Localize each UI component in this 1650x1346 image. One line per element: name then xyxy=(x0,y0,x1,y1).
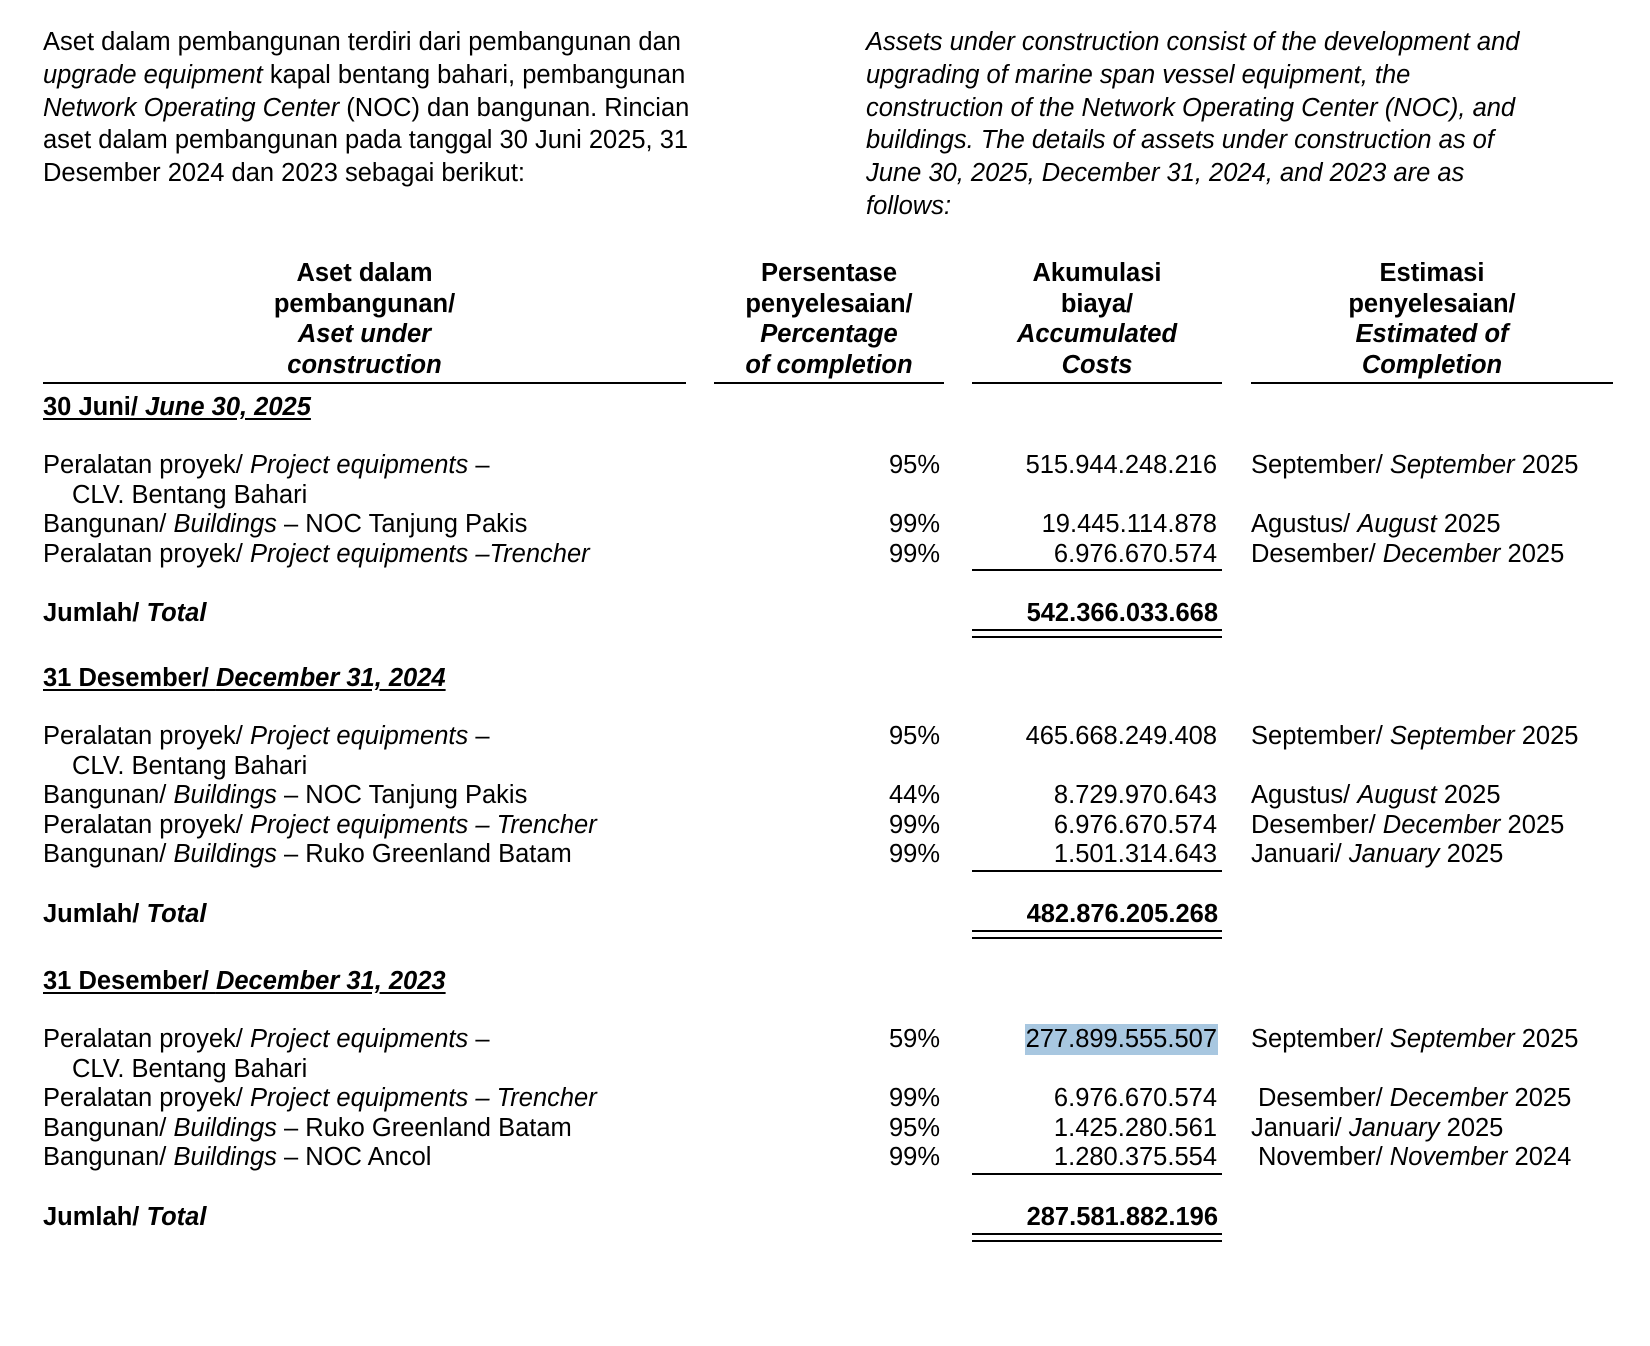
asset-description-id: Peralatan proyek/ xyxy=(43,539,250,568)
estimated-completion-year: 2025 xyxy=(1514,722,1579,750)
accumulated-cost-value: 19.445.114.878 xyxy=(1041,510,1217,538)
accumulated-cost-value: 6.976.670.574 xyxy=(1053,539,1217,568)
estimated-completion xyxy=(1251,509,1501,540)
completion-percentage: 59% xyxy=(888,1025,940,1053)
estimated-completion-id: Januari/ xyxy=(1251,1113,1349,1142)
accumulated-cost xyxy=(972,450,1218,481)
estimated-completion-year: 2025 xyxy=(1500,810,1565,839)
intro-text: (NOC) dan bangunan. Rincian xyxy=(339,93,690,122)
asset-description-id: Bangunan/ xyxy=(43,1113,174,1142)
table-row xyxy=(0,1083,1650,1114)
accumulated-cost-value: 6.976.670.574 xyxy=(1053,810,1217,839)
intro-text: Desember 2024 dan 2023 sebagai berikut: xyxy=(43,159,525,188)
completion-percentage: 99% xyxy=(888,810,940,839)
total-label-en: Total xyxy=(146,1202,207,1231)
estimated-completion-en: August xyxy=(1357,510,1437,538)
intro-text: Network Operating Center xyxy=(43,93,340,122)
table-row xyxy=(0,1024,1650,1055)
table-row xyxy=(0,450,1650,481)
intro-line xyxy=(43,26,785,59)
asset-description-tail: – NOC Tanjung Pakis xyxy=(276,781,528,809)
header-accumulated-costs: Akumulasi biaya/ Accumulated Costs xyxy=(972,258,1222,384)
total-label-id: Jumlah/ xyxy=(43,899,147,928)
intro-line xyxy=(43,124,785,157)
accumulated-cost xyxy=(972,780,1218,811)
accumulated-cost-value-highlighted: 277.899.555.507 xyxy=(1025,1025,1217,1053)
total-double-underline xyxy=(972,930,1222,939)
accumulated-cost-value: 1.425.280.561 xyxy=(1053,1113,1217,1142)
completion-percentage: 95% xyxy=(888,1113,940,1142)
accumulated-cost-value: 6.976.670.574 xyxy=(1053,1084,1217,1112)
accumulated-cost xyxy=(972,721,1218,752)
header-estimated-completion: Estimasi penyelesaian/ Estimated of Completion xyxy=(1251,258,1613,384)
estimated-completion xyxy=(1251,780,1501,811)
asset-description-en: Buildings xyxy=(173,1113,277,1142)
asset-description xyxy=(43,450,490,481)
asset-description-id: Peralatan proyek/ xyxy=(43,810,250,839)
header-asset-under-construction: Aset dalam pembangunan/ Aset under construction xyxy=(43,258,686,384)
estimated-completion-year: 2025 xyxy=(1436,781,1501,809)
estimated-completion xyxy=(1258,1083,1571,1114)
asset-description xyxy=(43,839,572,870)
estimated-completion-en: August xyxy=(1357,781,1437,809)
estimated-completion-year: 2024 xyxy=(1507,1143,1572,1171)
estimated-completion xyxy=(1251,1024,1578,1055)
asset-description xyxy=(43,1024,490,1055)
estimated-completion-year: 2025 xyxy=(1514,1025,1579,1053)
asset-description xyxy=(43,1113,572,1144)
total-amount: 287.581.882.196 xyxy=(1026,1202,1218,1231)
asset-description-id: Bangunan/ xyxy=(43,840,174,868)
section-title-row xyxy=(0,966,1650,997)
asset-description-en: Buildings xyxy=(173,840,277,868)
asset-description xyxy=(43,780,527,811)
intro-line: construction of the Network Operating Center (NOC), and xyxy=(866,93,1516,122)
total-label-id: Jumlah/ xyxy=(43,599,147,627)
table-row xyxy=(0,721,1650,752)
intro-line xyxy=(43,59,785,92)
asset-description-continued: CLV. Bentang Bahari xyxy=(72,1054,308,1083)
estimated-completion-id: September/ xyxy=(1251,1025,1390,1053)
accumulated-cost xyxy=(972,839,1218,870)
section-title-row xyxy=(0,392,1650,423)
asset-description-tail: – Ruko Greenland Batam xyxy=(276,1113,572,1142)
section-title-id: 31 Desember/ xyxy=(43,967,216,995)
asset-description-tail: – xyxy=(468,722,490,750)
intro-paragraph-indonesian xyxy=(43,26,785,190)
total-double-underline xyxy=(972,629,1222,638)
estimated-completion-id: September/ xyxy=(1251,451,1390,479)
table-row xyxy=(0,1113,1650,1144)
estimated-completion-id: September/ xyxy=(1251,722,1390,750)
accumulated-cost-value: 1.280.375.554 xyxy=(1053,1143,1217,1171)
estimated-completion-year: 2025 xyxy=(1439,840,1504,868)
accumulated-cost xyxy=(972,509,1218,540)
section-title-en: December 31, 2023 xyxy=(215,967,446,995)
total-amount: 542.366.033.668 xyxy=(1026,599,1218,627)
table-row xyxy=(0,839,1650,870)
asset-description-id: Peralatan proyek/ xyxy=(43,1025,250,1053)
estimated-completion-en: January xyxy=(1348,1113,1440,1142)
asset-description xyxy=(43,1142,431,1173)
estimated-completion-id: Agustus/ xyxy=(1251,510,1358,538)
asset-description-id: Bangunan/ xyxy=(43,1143,174,1171)
completion-percentage: 95% xyxy=(888,722,940,750)
estimated-completion-id: Agustus/ xyxy=(1251,781,1358,809)
estimated-completion-year: 2025 xyxy=(1507,1084,1572,1112)
completion-percentage: 99% xyxy=(888,1143,940,1171)
section-title xyxy=(43,966,446,997)
table-row xyxy=(0,810,1650,841)
accumulated-cost xyxy=(972,1083,1218,1114)
total-row xyxy=(0,598,1650,629)
intro-line xyxy=(43,92,785,125)
table-row xyxy=(0,509,1650,540)
completion-percentage: 99% xyxy=(888,539,940,568)
completion-percentage: 95% xyxy=(888,451,940,479)
estimated-completion xyxy=(1251,810,1564,841)
estimated-completion-id: Desember/ xyxy=(1258,1084,1390,1112)
estimated-completion-en: January xyxy=(1348,840,1440,868)
asset-description-tail: – Ruko Greenland Batam xyxy=(276,840,572,868)
estimated-completion xyxy=(1258,1142,1571,1173)
intro-text: upgrade equipment xyxy=(43,60,263,89)
intro-line: June 30, 2025, December 31, 2024, and 2023 are as xyxy=(866,159,1465,188)
accumulated-cost xyxy=(972,810,1218,841)
asset-description-continued: CLV. Bentang Bahari xyxy=(72,751,308,780)
table-row-continuation xyxy=(0,751,1650,782)
table-row xyxy=(0,780,1650,811)
total-amount: 482.876.205.268 xyxy=(1026,899,1218,928)
section-title-row xyxy=(0,663,1650,694)
intro-text: Aset dalam pembangunan terdiri dari pembangunan dan xyxy=(43,28,681,56)
estimated-completion-year: 2025 xyxy=(1436,510,1501,538)
section-title-id: 31 Desember/ xyxy=(43,664,216,692)
table-row-continuation xyxy=(0,480,1650,511)
accumulated-cost-value: 515.944.248.216 xyxy=(1025,451,1217,479)
estimated-completion xyxy=(1251,721,1578,752)
subtotal-underline xyxy=(972,870,1222,872)
asset-description-en: Project equipments xyxy=(249,722,469,750)
estimated-completion-id: Desember/ xyxy=(1251,539,1383,568)
estimated-completion-id: November/ xyxy=(1258,1143,1390,1171)
asset-description-id: Peralatan proyek/ xyxy=(43,1084,250,1112)
asset-description xyxy=(43,539,590,570)
subtotal-underline xyxy=(972,1173,1222,1175)
accumulated-cost xyxy=(972,539,1218,570)
total-label-en: Total xyxy=(146,599,207,627)
estimated-completion xyxy=(1251,539,1564,570)
total-double-underline xyxy=(972,1233,1222,1242)
asset-description-id: Bangunan/ xyxy=(43,781,174,809)
accumulated-cost-value: 1.501.314.643 xyxy=(1053,840,1217,868)
completion-percentage: 44% xyxy=(888,781,940,809)
estimated-completion-en: December xyxy=(1389,1084,1508,1112)
intro-paragraph-english xyxy=(866,26,1610,223)
estimated-completion-year: 2025 xyxy=(1439,1113,1504,1142)
total-row xyxy=(0,1202,1650,1233)
total-label xyxy=(43,598,206,629)
accumulated-cost xyxy=(972,1024,1218,1055)
asset-description-en: Project equipments xyxy=(249,451,469,479)
asset-description-tail: – NOC Tanjung Pakis xyxy=(276,510,528,538)
asset-description xyxy=(43,509,527,540)
estimated-completion-id: Januari/ xyxy=(1251,840,1349,868)
asset-description-tail: – xyxy=(468,1025,490,1053)
intro-line: upgrading of marine span vessel equipment, the xyxy=(866,60,1411,89)
asset-description-en: Project equipments – Trencher xyxy=(249,810,597,839)
intro-line xyxy=(43,157,785,190)
subtotal-underline xyxy=(972,569,1222,571)
accumulated-cost xyxy=(972,1142,1218,1173)
intro-text: kapal bentang bahari, pembangunan xyxy=(262,60,686,89)
accumulated-cost-value: 8.729.970.643 xyxy=(1053,781,1217,809)
intro-line: follows: xyxy=(866,191,952,220)
asset-description-id: Peralatan proyek/ xyxy=(43,722,250,750)
asset-description-en: Project equipments –Trencher xyxy=(249,539,590,568)
table-row xyxy=(0,1142,1650,1173)
asset-description-tail: – xyxy=(468,451,490,479)
estimated-completion xyxy=(1251,839,1503,870)
total-label-id: Jumlah/ xyxy=(43,1202,147,1231)
section-title-en: June 30, 2025 xyxy=(145,393,311,421)
total-row xyxy=(0,899,1650,930)
estimated-completion-en: September xyxy=(1389,1025,1515,1053)
asset-description-id: Peralatan proyek/ xyxy=(43,451,250,479)
asset-description-continued: CLV. Bentang Bahari xyxy=(72,480,308,509)
table-row xyxy=(0,539,1650,570)
accumulated-cost-value: 465.668.249.408 xyxy=(1025,722,1217,750)
asset-description-tail: – NOC Ancol xyxy=(276,1143,432,1171)
intro-line: Assets under construction consist of the development and xyxy=(866,28,1520,56)
total-label xyxy=(43,1202,206,1233)
header-percentage-of-completion: Persentase penyelesaian/ Percentage of completion xyxy=(714,258,944,384)
asset-description-en: Buildings xyxy=(173,781,277,809)
asset-description-id: Bangunan/ xyxy=(43,510,174,538)
asset-description-en: Project equipments xyxy=(249,1025,469,1053)
estimated-completion-id: Desember/ xyxy=(1251,810,1383,839)
section-title-id: 30 Juni/ xyxy=(43,393,146,421)
estimated-completion-en: September xyxy=(1389,722,1515,750)
completion-percentage: 99% xyxy=(888,510,940,538)
section-title xyxy=(43,663,446,694)
completion-percentage: 99% xyxy=(888,1084,940,1112)
table-row-continuation xyxy=(0,1054,1650,1085)
estimated-completion xyxy=(1251,450,1578,481)
accumulated-cost xyxy=(972,1113,1218,1144)
estimated-completion-year: 2025 xyxy=(1500,539,1565,568)
asset-description xyxy=(43,1083,597,1114)
total-label xyxy=(43,899,206,930)
asset-description-en: Buildings xyxy=(173,1143,277,1171)
estimated-completion-year: 2025 xyxy=(1514,451,1579,479)
estimated-completion-en: November xyxy=(1389,1143,1508,1171)
asset-description-en: Buildings xyxy=(173,510,277,538)
section-title-en: December 31, 2024 xyxy=(215,664,446,692)
estimated-completion-en: September xyxy=(1389,451,1515,479)
intro-line: buildings. The details of assets under construction as of xyxy=(866,126,1494,155)
estimated-completion-en: December xyxy=(1382,539,1501,568)
asset-description xyxy=(43,810,597,841)
section-title xyxy=(43,392,311,423)
estimated-completion xyxy=(1251,1113,1503,1144)
asset-description-en: Project equipments – Trencher xyxy=(249,1084,597,1112)
estimated-completion-en: December xyxy=(1382,810,1501,839)
completion-percentage: 99% xyxy=(888,840,940,868)
total-label-en: Total xyxy=(146,899,207,928)
intro-text: aset dalam pembangunan pada tanggal 30 Juni 2025, 31 xyxy=(43,126,689,155)
asset-description xyxy=(43,721,490,752)
